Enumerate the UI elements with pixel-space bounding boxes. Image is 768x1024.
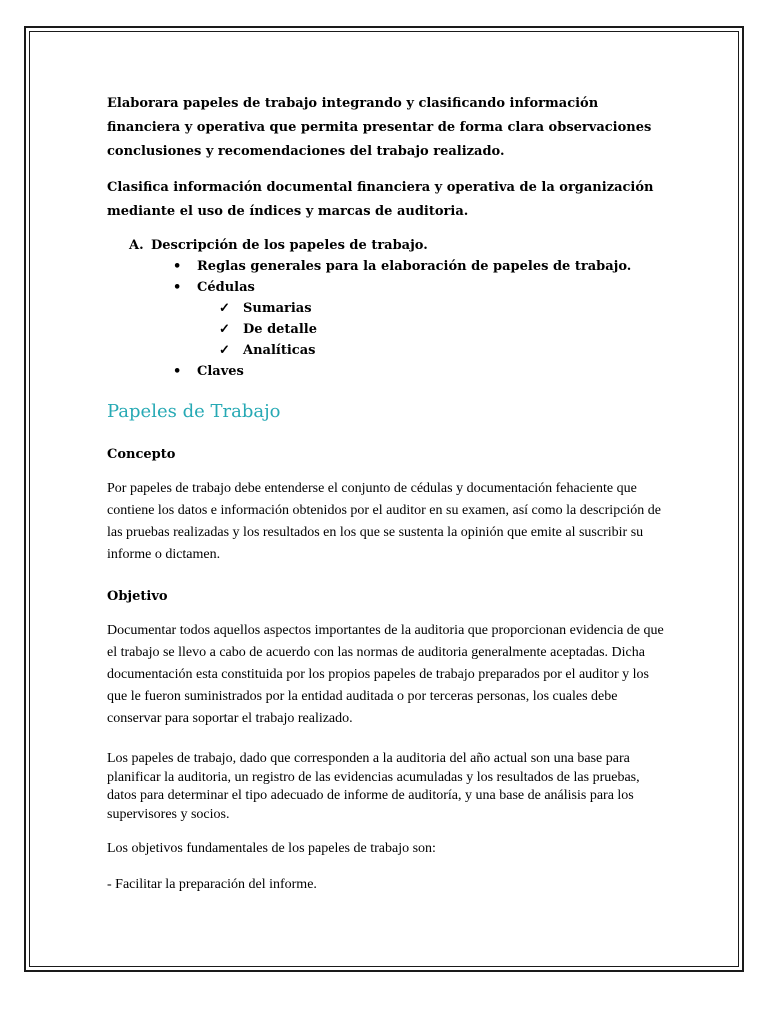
outline-marker-a: A. xyxy=(129,238,144,253)
check-item-detalle xyxy=(219,319,667,340)
check-item-analiticas xyxy=(219,340,667,361)
intro-paragraph-1: Elaborara papeles de trabajo integrando y clasificando información financiera y operativa que permita presentar de forma clara observaciones conclusiones y recomendaciones del trabajo realizado. xyxy=(107,96,652,159)
outline-item-a-label: Descripción de los papeles de trabajo. xyxy=(151,238,428,253)
bullet-item-cedulas xyxy=(173,277,667,298)
check-list-wrapper xyxy=(107,298,667,361)
paragraph-objetivos-intro: Los objetivos fundamentales de los papeles de trabajo son: xyxy=(107,841,436,856)
concepto-paragraph: Por papeles de trabajo debe entenderse el conjunto de cédulas y documentación fehaciente que contiene los datos e información obtenidos por el auditor en su examen, así como la descripción de las pruebas realizadas y los resultados en los que se sustenta la opinión que emite al suscribir su informe o dictamen. xyxy=(107,481,662,562)
bullet-item-label: Claves xyxy=(197,364,244,379)
bullet-item-label: Cédulas xyxy=(197,280,255,295)
checkmark-icon: ✓ xyxy=(219,322,230,337)
checkmark-icon: ✓ xyxy=(219,301,230,316)
section-title: Papeles de Trabajo xyxy=(107,401,281,422)
concepto-heading: Concepto xyxy=(107,447,176,462)
bullet-icon: • xyxy=(173,259,182,274)
check-item-label: Sumarias xyxy=(243,301,312,316)
outline-list xyxy=(107,235,667,382)
paragraph-base: Los papeles de trabajo, dado que corresponden a la auditoria del año actual son una base para planificar la auditoria, un registro de las evidencias acumuladas y los resultados de las pruebas, datos para determinar el tipo adecuado de informe de auditoría, y una base de análisis para los supervisores y socios. xyxy=(107,751,640,822)
check-item-label: De detalle xyxy=(243,322,318,337)
bullet-icon: • xyxy=(173,280,182,295)
outline-item-a xyxy=(129,235,667,256)
objetivo-heading: Objetivo xyxy=(107,589,168,604)
objetivo-paragraph: Documentar todos aquellos aspectos importantes de la auditoria que proporcionan evidencia de que el trabajo se llevo a cabo de acuerdo con las normas de auditoria generalmente aceptadas. Dicha documentación esta constituida por los propios papeles de trabajo preparados por el auditor y los que le fueron suministrados por la entidad auditada o por terceras personas, los cuales debe conservar para soportar el trabajo realizado. xyxy=(107,623,664,726)
bullet-list xyxy=(107,256,667,382)
checkmark-icon: ✓ xyxy=(219,343,230,358)
check-item-sumarias xyxy=(219,298,667,319)
document-body xyxy=(107,92,667,896)
bullet-item-claves xyxy=(173,361,667,382)
bullet-item-reglas xyxy=(173,256,667,277)
check-list xyxy=(107,298,667,361)
outline-bullets-wrapper xyxy=(107,256,667,382)
intro-paragraph-2: Clasifica información documental financiera y operativa de la organización mediante el uso de índices y marcas de auditoria. xyxy=(107,180,654,219)
paragraph-facilitar: - Facilitar la preparación del informe. xyxy=(107,877,317,892)
check-item-label: Analíticas xyxy=(243,343,316,358)
bullet-icon: • xyxy=(173,364,182,379)
bullet-item-label: Reglas generales para la elaboración de papeles de trabajo. xyxy=(197,259,632,274)
